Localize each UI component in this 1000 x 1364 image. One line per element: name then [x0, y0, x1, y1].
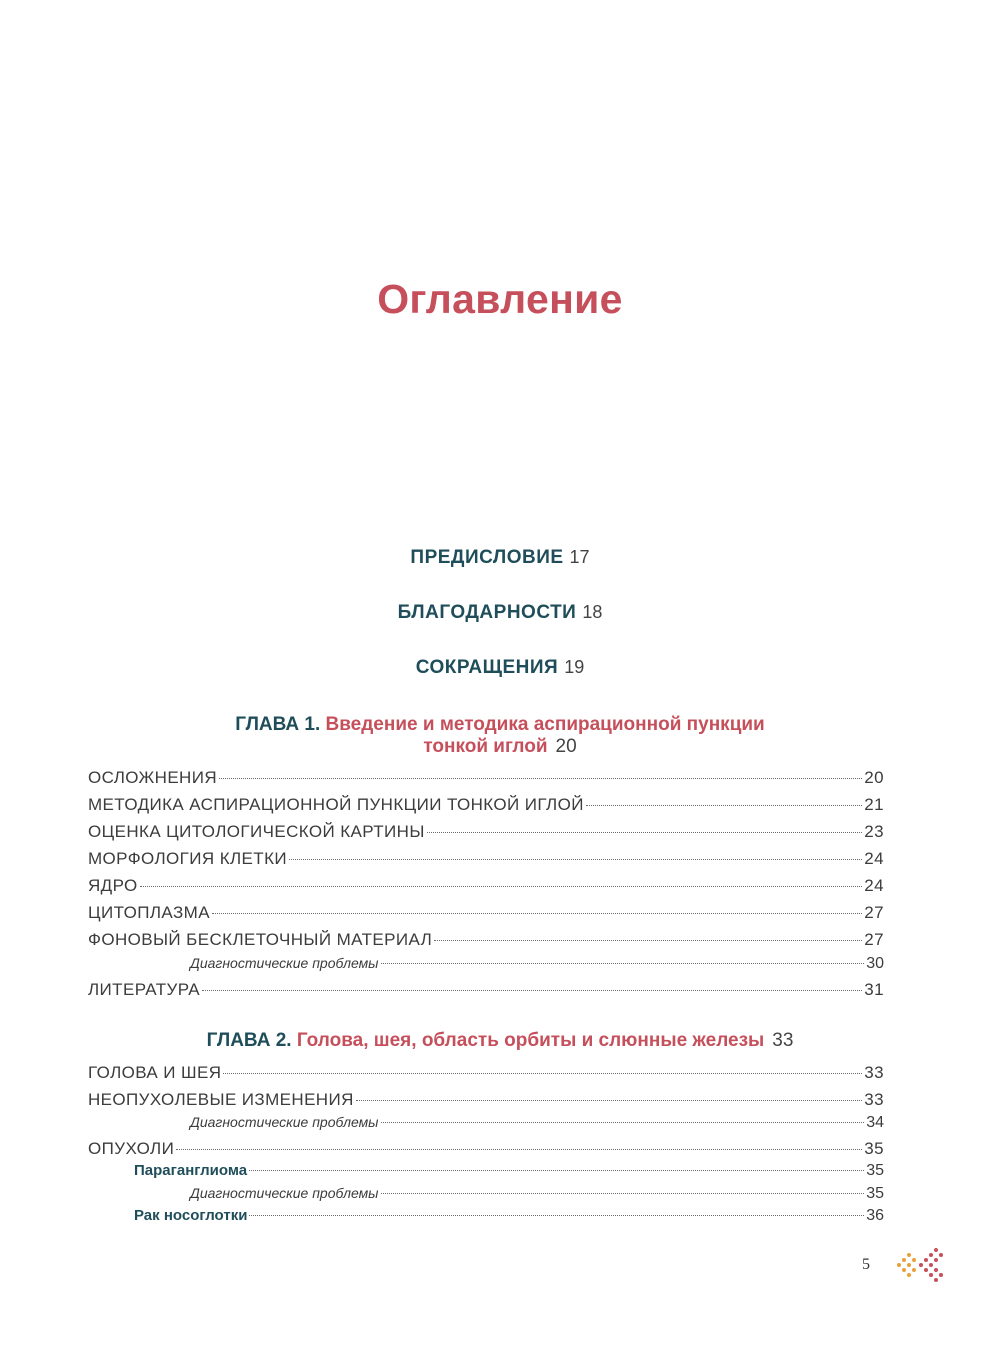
dot-leader — [223, 1073, 862, 1074]
toc-entry[interactable] — [88, 876, 884, 896]
toc-entry[interactable] — [88, 903, 884, 923]
toc-entry-text: Рак носоглотки — [134, 1207, 248, 1224]
front-page: 18 — [582, 602, 603, 622]
toc-entry-page: 33 — [864, 1063, 884, 1082]
dot-leader — [202, 990, 862, 991]
dot-leader — [289, 859, 862, 860]
dot-leader — [381, 1193, 865, 1194]
toc-entry-page: 23 — [864, 822, 884, 841]
toc-entry-text: МЕТОДИКА АСПИРАЦИОННОЙ ПУНКЦИИ ТОНКОЙ ИГЛОЙ — [88, 795, 584, 814]
toc-entry[interactable] — [88, 849, 884, 869]
toc-entry-page: 35 — [866, 1185, 884, 1202]
toc-subentry[interactable] — [88, 1114, 884, 1132]
toc-entry[interactable] — [88, 1063, 884, 1083]
toc-entry[interactable] — [88, 930, 884, 950]
toc-entry-text: Диагностические проблемы — [190, 955, 379, 971]
toc-entry-text: ОПУХОЛИ — [88, 1139, 175, 1158]
toc-entry-text: МОРФОЛОГИЯ КЛЕТКИ — [88, 849, 287, 868]
page-number: 5 — [862, 1256, 870, 1273]
publisher-logo-icon — [895, 1244, 945, 1286]
dot-leader — [176, 1149, 862, 1150]
toc-entry[interactable] — [88, 1090, 884, 1110]
chapter-number: ГЛАВА 2. — [206, 1030, 292, 1051]
toc-entry-page: 34 — [866, 1114, 884, 1131]
toc-entry[interactable] — [88, 1139, 884, 1159]
page-title: Оглавление — [377, 276, 623, 322]
toc-entry[interactable] — [88, 822, 884, 842]
dot-leader — [381, 963, 865, 964]
chapter-2-heading[interactable] — [0, 1030, 1000, 1052]
dot-leader — [381, 1122, 865, 1123]
toc-entry-page: 30 — [866, 955, 884, 972]
toc-entry-text: ГОЛОВА И ШЕЯ — [88, 1063, 222, 1082]
chapter-title: Голова, шея, область орбиты и слюнные железы — [296, 1030, 765, 1051]
toc-entry-text: ОЦЕНКА ЦИТОЛОГИЧЕСКОЙ КАРТИНЫ — [88, 822, 425, 841]
toc-entry[interactable] — [88, 795, 884, 815]
toc-entry-page: 31 — [864, 980, 884, 999]
chapter-title: Введение и методика аспирационной пункции — [325, 714, 765, 735]
front-label: БЛАГОДАРНОСТИ — [397, 602, 577, 623]
toc-entry-page: 35 — [864, 1139, 884, 1158]
toc-entry-text: ФОНОВЫЙ БЕСКЛЕТОЧНЫЙ МАТЕРИАЛ — [88, 930, 433, 949]
dot-leader — [434, 940, 862, 941]
toc-entry-page: 21 — [864, 795, 884, 814]
toc-entry-text: ЯДРО — [88, 876, 138, 895]
dot-leader — [249, 1215, 864, 1216]
toc-entry-text: Диагностические проблемы — [190, 1185, 379, 1201]
toc-entry-page: 20 — [864, 768, 884, 787]
toc-subentry[interactable] — [88, 1185, 884, 1203]
toc-front-acknowledgements[interactable] — [0, 602, 1000, 624]
front-label: СОКРАЩЕНИЯ — [415, 657, 559, 678]
toc-front-abbreviations[interactable] — [0, 657, 1000, 679]
dot-leader — [212, 913, 862, 914]
chapter-1-heading[interactable] — [0, 714, 1000, 758]
toc-entry-page: 33 — [864, 1090, 884, 1109]
chapter-number: ГЛАВА 1. — [235, 714, 321, 735]
toc-entry-page: 36 — [866, 1207, 884, 1224]
toc-entry-text: ЦИТОПЛАЗМА — [88, 903, 210, 922]
toc-entry[interactable] — [88, 980, 884, 1000]
chapter-title-cont: тонкой иглой — [423, 736, 548, 757]
toc-entry-text: Параганглиома — [134, 1162, 248, 1179]
dot-leader — [219, 778, 862, 779]
toc-entry-text: ЛИТЕРАТУРА — [88, 980, 201, 999]
toc-entry-text: Диагностические проблемы — [190, 1114, 379, 1130]
toc-subsection[interactable] — [88, 1207, 884, 1225]
toc-entry-text: ОСЛОЖНЕНИЯ — [88, 768, 218, 787]
dot-leader — [249, 1170, 864, 1171]
dot-leader — [356, 1100, 862, 1101]
toc-subsection[interactable] — [88, 1162, 884, 1180]
toc-entry-text: НЕОПУХОЛЕВЫЕ ИЗМЕНЕНИЯ — [88, 1090, 354, 1109]
dot-leader — [140, 886, 863, 887]
dot-leader — [586, 805, 862, 806]
front-page: 19 — [564, 657, 585, 677]
toc-entry-page: 35 — [866, 1162, 884, 1179]
front-page: 17 — [569, 547, 590, 567]
toc-entry-page: 24 — [864, 849, 884, 868]
dot-leader — [427, 832, 862, 833]
toc-entry-page: 27 — [864, 930, 884, 949]
toc-entry[interactable] — [88, 768, 884, 788]
chapter-page: 20 — [555, 736, 577, 757]
chapter-page: 33 — [772, 1030, 794, 1051]
toc-entry-page: 24 — [864, 876, 884, 895]
toc-front-preface[interactable] — [0, 547, 1000, 569]
toc-subentry[interactable] — [88, 955, 884, 973]
toc-entry-page: 27 — [864, 903, 884, 922]
front-label: ПРЕДИСЛОВИЕ — [410, 547, 564, 568]
